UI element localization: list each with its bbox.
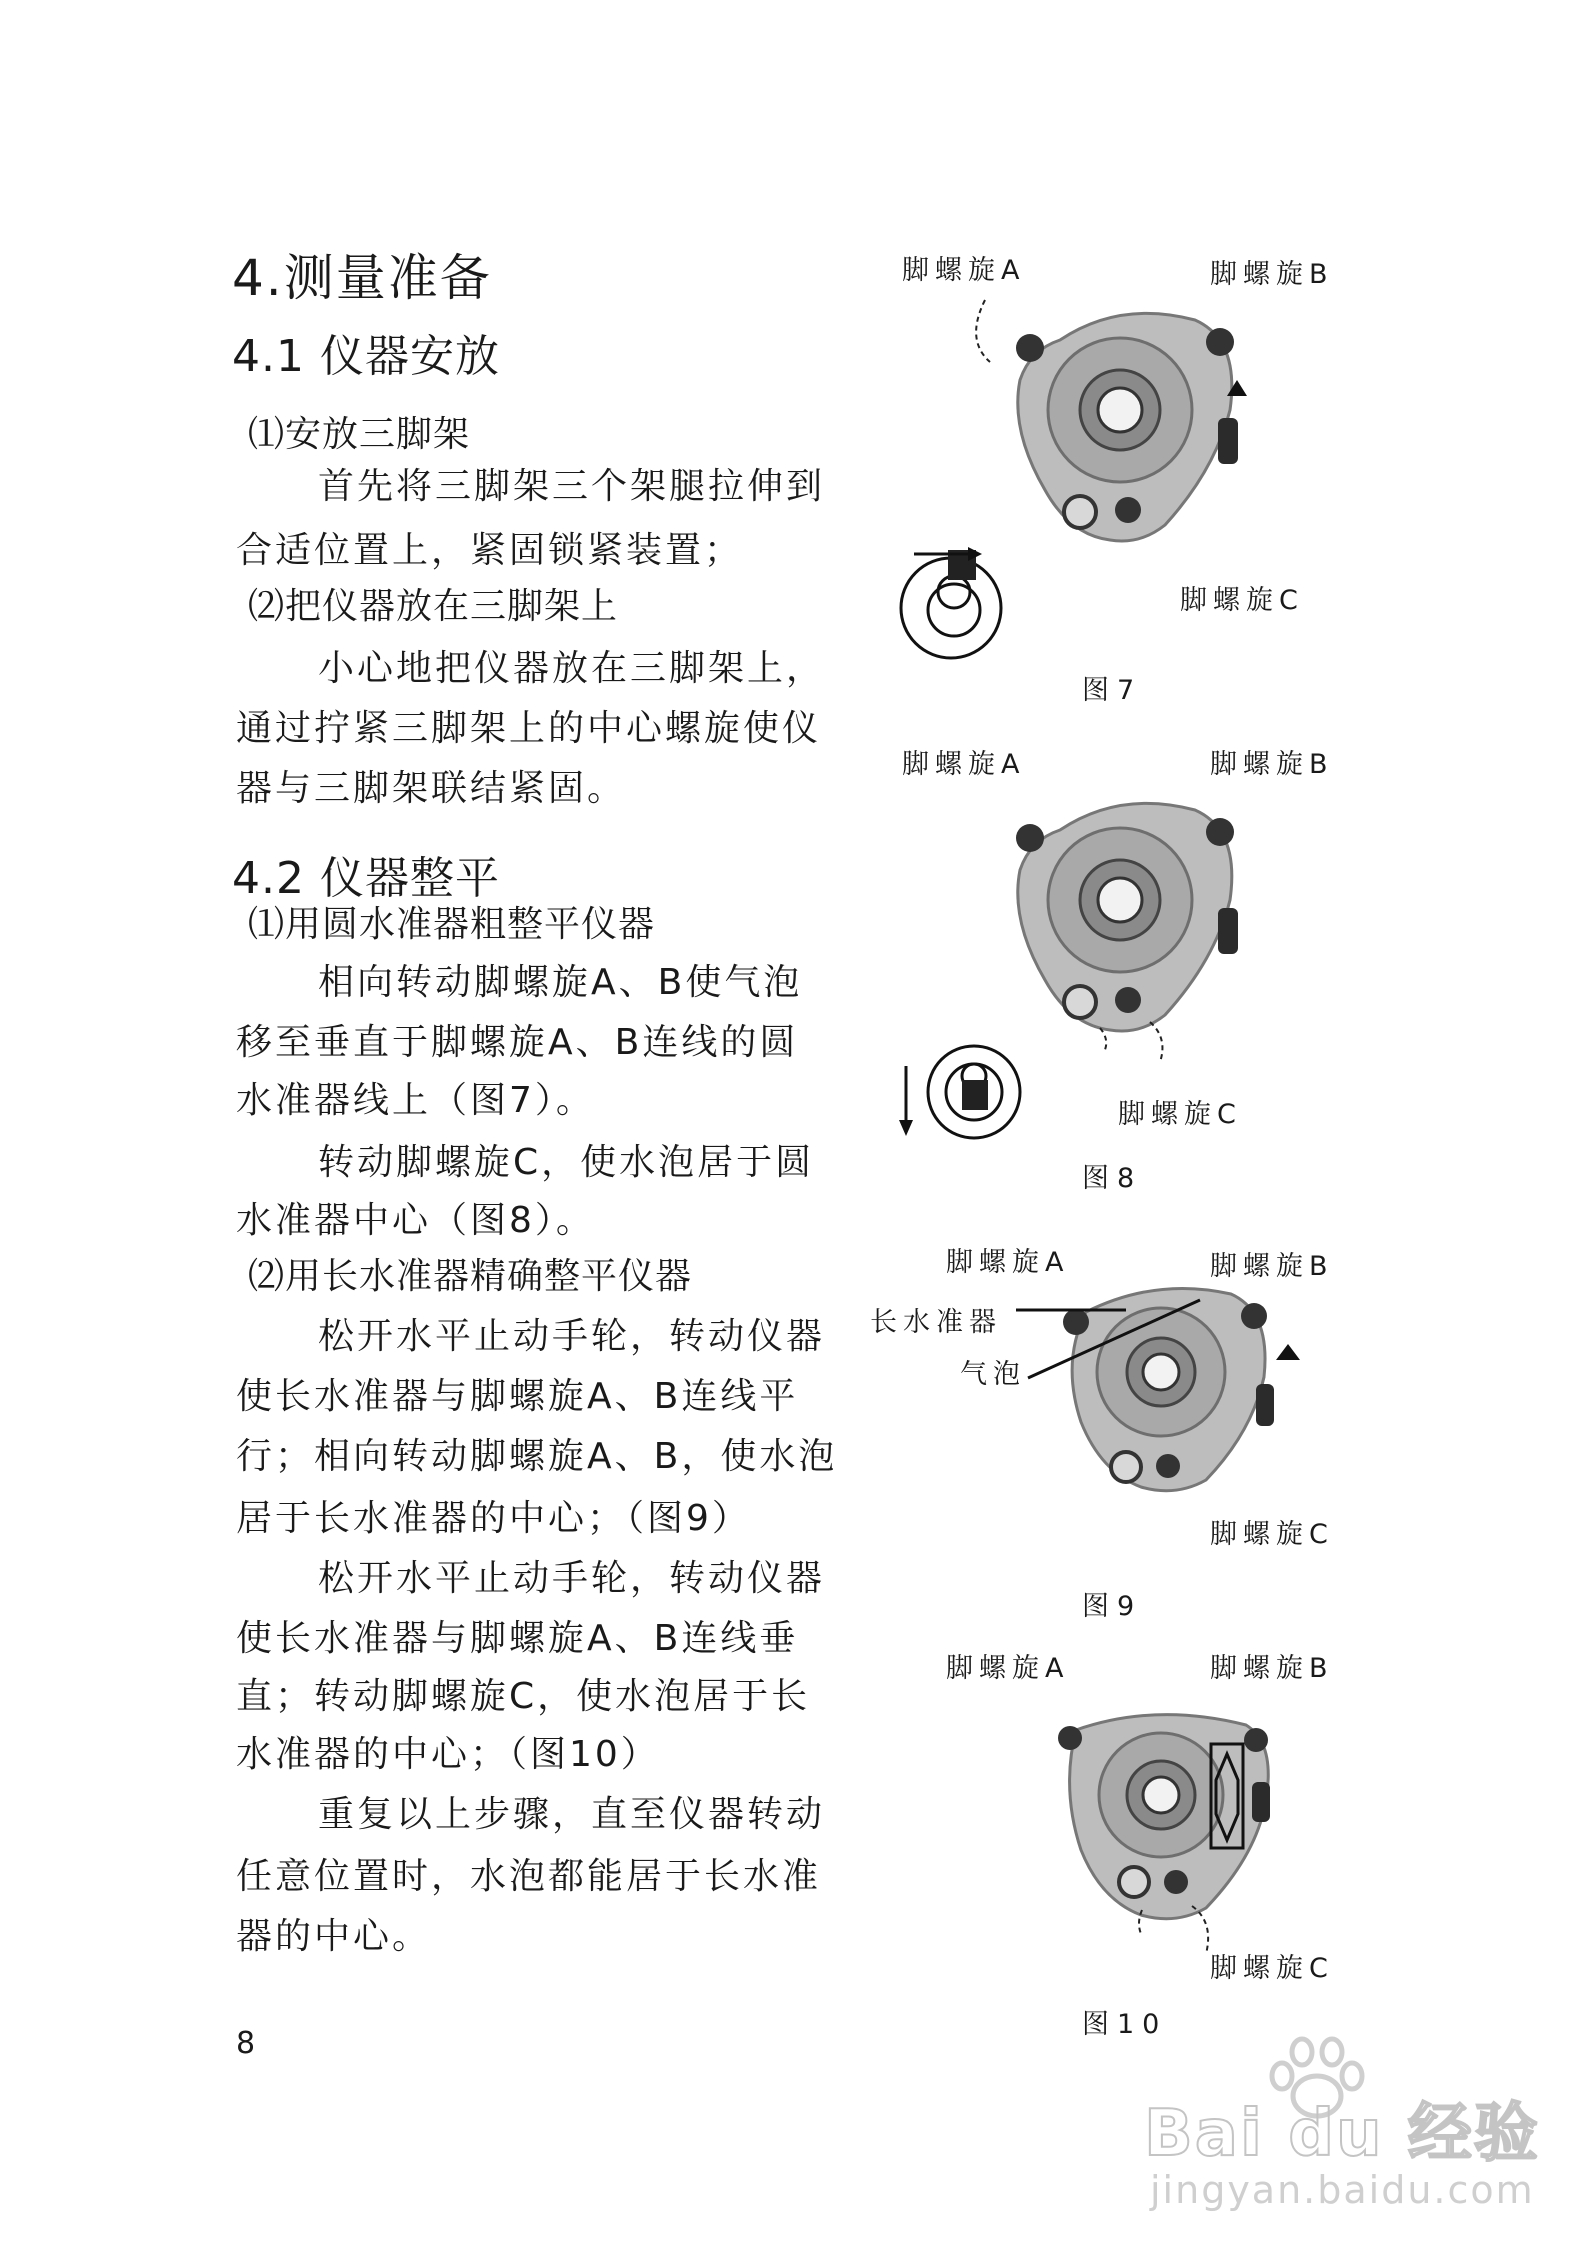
body-line: 首先将三脚架三个架腿拉伸到: [318, 466, 826, 507]
fig9-pointer-lines: [1016, 1280, 1326, 1420]
fig10-label-c: 脚螺旋C: [1210, 1953, 1334, 1984]
body-line: 合适位置上，紧固锁紧装置；: [236, 530, 744, 571]
fig9-label-vial: 长水准器: [870, 1307, 1002, 1338]
page-number: 8: [236, 2026, 256, 2061]
fig7-caption: 图7: [1082, 675, 1143, 706]
fig8-caption: 图8: [1082, 1163, 1143, 1194]
fig7-label-b: 脚螺旋B: [1210, 259, 1334, 290]
body-line: 水准器线上（图7）。: [236, 1080, 595, 1121]
body-line: 水准器的中心；（图10）: [236, 1734, 660, 1775]
body-line: 水准器中心（图8）。: [236, 1200, 595, 1241]
fig9-label-a: 脚螺旋A: [946, 1247, 1070, 1278]
fig8-label-a: 脚螺旋A: [902, 749, 1026, 780]
subsection-title-4-2: 4.2 仪器整平: [232, 853, 500, 904]
body-line: 通过拧紧三脚架上的中心螺旋使仪: [236, 708, 822, 749]
step-heading-2: ⑵把仪器放在三脚架上: [248, 586, 619, 627]
body-line: 使长水准器与脚螺旋A、B连线垂: [236, 1618, 799, 1659]
fig9-label-b: 脚螺旋B: [1210, 1251, 1334, 1282]
body-line: 相向转动脚螺旋A、B使气泡: [318, 962, 803, 1003]
fig8-label-c: 脚螺旋C: [1118, 1099, 1242, 1130]
body-line: 松开水平止动手轮，转动仪器: [318, 1316, 826, 1357]
fig7-label-c: 脚螺旋C: [1180, 585, 1304, 616]
fig9-caption: 图9: [1082, 1591, 1143, 1622]
watermark-url: jingyan.baidu.com: [1150, 2168, 1535, 2212]
body-line: 小心地把仪器放在三脚架上，: [318, 648, 826, 689]
fig10-label-a: 脚螺旋A: [946, 1653, 1070, 1684]
fig8-label-b: 脚螺旋B: [1210, 749, 1334, 780]
fig9-label-c: 脚螺旋C: [1210, 1519, 1334, 1550]
section-title: 4.测量准备: [232, 249, 492, 307]
fig9-label-bubble: 气泡: [960, 1359, 1026, 1390]
body-line: 居于长水准器的中心；（图9）: [236, 1498, 751, 1539]
step-heading-3: ⑴用圆水准器粗整平仪器: [248, 904, 656, 945]
step-heading-1: ⑴安放三脚架: [248, 414, 471, 455]
fig7-label-a: 脚螺旋A: [902, 255, 1026, 286]
body-line: 器的中心。: [236, 1916, 432, 1957]
fig8-instrument-base: [1000, 790, 1240, 1030]
fig8-bubble-icon: [892, 1036, 1032, 1146]
body-line: 重复以上步骤，直至仪器转动: [318, 1794, 826, 1835]
body-line: 器与三脚架联结紧固。: [236, 768, 627, 809]
body-line: 转动脚螺旋C，使水泡居于圆: [318, 1142, 815, 1183]
watermark-brand: Bai du 经验: [1144, 2097, 1540, 2171]
step-heading-4: ⑵用长水准器精确整平仪器: [248, 1256, 693, 1297]
body-line: 松开水平止动手轮，转动仪器: [318, 1558, 826, 1599]
body-line: 任意位置时，水泡都能居于长水准: [236, 1856, 822, 1897]
body-line: 行；相向转动脚螺旋A、B，使水泡: [236, 1436, 838, 1477]
fig10-instrument-base: [1056, 1710, 1276, 1960]
body-line: 直；转动脚螺旋C，使水泡居于长: [236, 1676, 811, 1717]
body-line: 移至垂直于脚螺旋A、B连线的圆: [236, 1022, 799, 1063]
subsection-title-4-1: 4.1 仪器安放: [232, 331, 500, 382]
body-line: 使长水准器与脚螺旋A、B连线平: [236, 1376, 799, 1417]
fig7-instrument-base: [1000, 300, 1240, 540]
fig7-bubble-icon: [896, 542, 1026, 662]
fig10-caption: 图10: [1082, 2009, 1168, 2040]
fig10-label-b: 脚螺旋B: [1210, 1653, 1334, 1684]
